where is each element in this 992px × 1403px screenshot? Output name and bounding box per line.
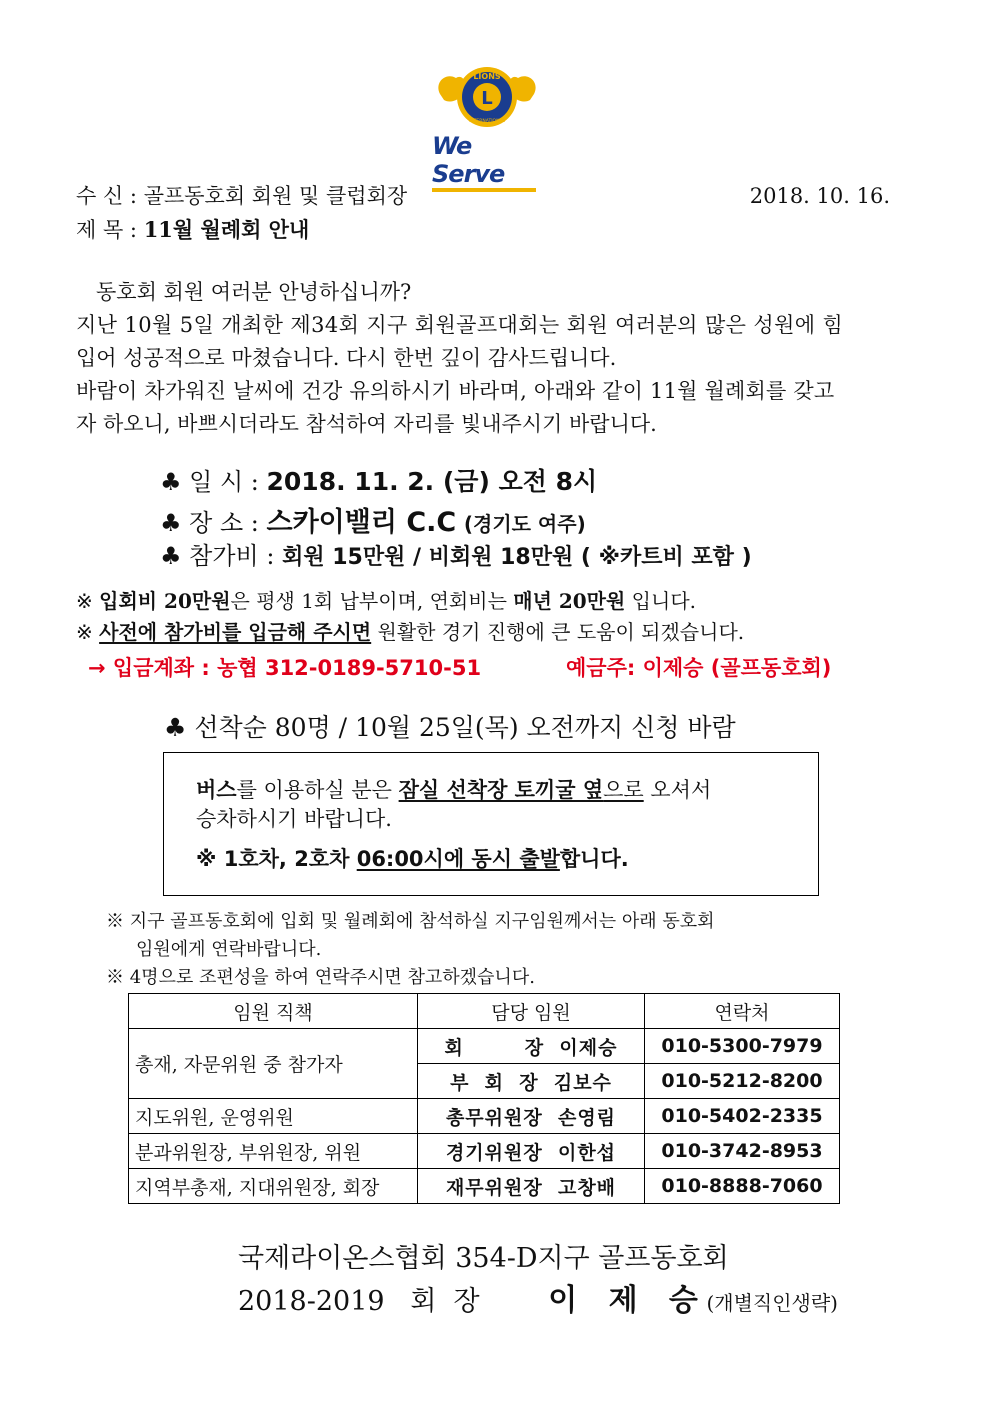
bank-account: → 입금계좌 : 농협 312-0189-5710-51 [88, 656, 482, 680]
table-header: 연락처 [645, 994, 840, 1029]
contact-note: 임원에게 연락바랍니다. [136, 939, 322, 960]
position-cell: 지도위원, 운영위원 [129, 1099, 418, 1134]
subject: 11월 월례회 안내 [143, 217, 310, 242]
registration-deadline: ♣ 선착순 80명 / 10월 25일(목) 오전까지 신청 바람 [164, 713, 736, 742]
subject-line: 제 목 : 11월 월례회 안내 [76, 217, 310, 242]
svg-text:INTERNATIONAL: INTERNATIONAL [468, 119, 506, 124]
phone-cell: 010-5402-2335 [645, 1099, 840, 1134]
table-row [129, 1099, 840, 1134]
table-header-row [129, 994, 840, 1029]
officer-cell: 부 회 장 김보수 [418, 1064, 645, 1099]
event-fee: ♣ 참가비 : 회원 15만원 / 비회원 18만원 ( ※카트비 포함 ) [160, 542, 752, 570]
document-date: 2018. 10. 16. [749, 184, 890, 208]
seal-note: (개별직인생략) [706, 1291, 838, 1315]
phone-cell: 010-8888-7060 [645, 1169, 840, 1204]
event-date: ♣ 일 시 : 2018. 11. 2. (금) 오전 8시 [160, 467, 598, 496]
phone-cell: 010-3742-8953 [645, 1134, 840, 1169]
lions-emblem-icon [432, 64, 542, 134]
recipient-line: 수 신 : 골프동호회 회원 및 클럽회장 [76, 184, 408, 208]
position-cell: 총재, 자문위원 중 참가자 [129, 1029, 418, 1099]
body-paragraph [76, 309, 896, 441]
event-place: ♣ 장 소 : 스카이밸리 C.C (경기도 여주) [160, 507, 586, 538]
membership-fee-note: ※ 입회비 20만원은 평생 1회 납부이며, 연회비는 매년 20만원 입니다. [76, 589, 697, 613]
phone-cell: 010-5300-7979 [645, 1029, 840, 1064]
recipient: 골프동호회 회원 및 클럽회장 [143, 184, 408, 208]
contact-note: ※ 지구 골프동호회에 입회 및 월례회에 참석하실 지구임원께서는 아래 동호회 [106, 911, 715, 932]
club-icon: ♣ [160, 509, 182, 537]
footer-signature: 2018-2019 회 장 이 제 승 (개별직인생략) [238, 1275, 838, 1319]
body-line: 입어 성공적으로 마쳤습니다. 다시 한번 깊이 감사드립니다. [76, 346, 617, 370]
officer-cell: 회 장 이제승 [418, 1029, 645, 1064]
contact-notes [106, 908, 715, 992]
officers-table [128, 993, 840, 1204]
event-details [160, 462, 752, 572]
officer-cell: 경기위원장 이한섭 [418, 1134, 645, 1169]
table-row [129, 1029, 840, 1064]
footer-organization: 국제라이온스협회 354-D지구 골프동호회 [238, 1243, 729, 1274]
greeting: 동호회 회원 여러분 안녕하십니까? [96, 280, 412, 304]
club-icon: ♣ [164, 713, 187, 742]
svg-text:LIONS: LIONS [473, 72, 501, 81]
club-icon: ♣ [160, 542, 182, 570]
position-cell: 분과위원장, 부위원장, 위원 [129, 1134, 418, 1169]
contact-note: ※ 4명으로 조편성을 하여 연락주시면 참고하겠습니다. [106, 967, 535, 988]
president-name: 이 제 승 [548, 1283, 698, 1318]
bus-info-box: 버스를 이용하실 분은 잠실 선착장 토끼굴 옆으로 오셔서 승차하시기 바랍니다. ※ 1호차, 2호차 06:00시에 동시 출발합니다. [163, 752, 819, 896]
table-header: 임원 직책 [129, 994, 418, 1029]
prepay-note: ※ 사전에 참가비를 입금해 주시면 원활한 경기 진행에 큰 도움이 되겠습니다. [76, 620, 745, 644]
body-line: 바람이 차가워진 날씨에 건강 유의하시기 바라며, 아래와 같이 11월 월례회를 갖고 [76, 379, 835, 403]
officer-cell: 총무위원장 손영림 [418, 1099, 645, 1134]
phone-cell: 010-5212-8200 [645, 1064, 840, 1099]
officer-cell: 재무위원장 고창배 [418, 1169, 645, 1204]
body-line: 자 하오니, 바쁘시더라도 참석하여 자리를 빛내주시기 바랍니다. [76, 412, 657, 436]
table-row [129, 1134, 840, 1169]
body-line: 지난 10월 5일 개최한 제34회 지구 회원골프대회는 회원 여러분의 많은 성원에 힘 [76, 313, 844, 337]
lions-logo [432, 64, 542, 188]
svg-text:L: L [481, 88, 493, 109]
account-holder: 예금주: 이제승 (골프동호회) [566, 656, 832, 680]
club-icon: ♣ [160, 468, 182, 496]
position-cell: 지역부총재, 지대위원장, 회장 [129, 1169, 418, 1204]
logo-motto: We Serve [432, 132, 505, 188]
table-header: 담당 임원 [418, 994, 645, 1029]
table-row [129, 1169, 840, 1204]
